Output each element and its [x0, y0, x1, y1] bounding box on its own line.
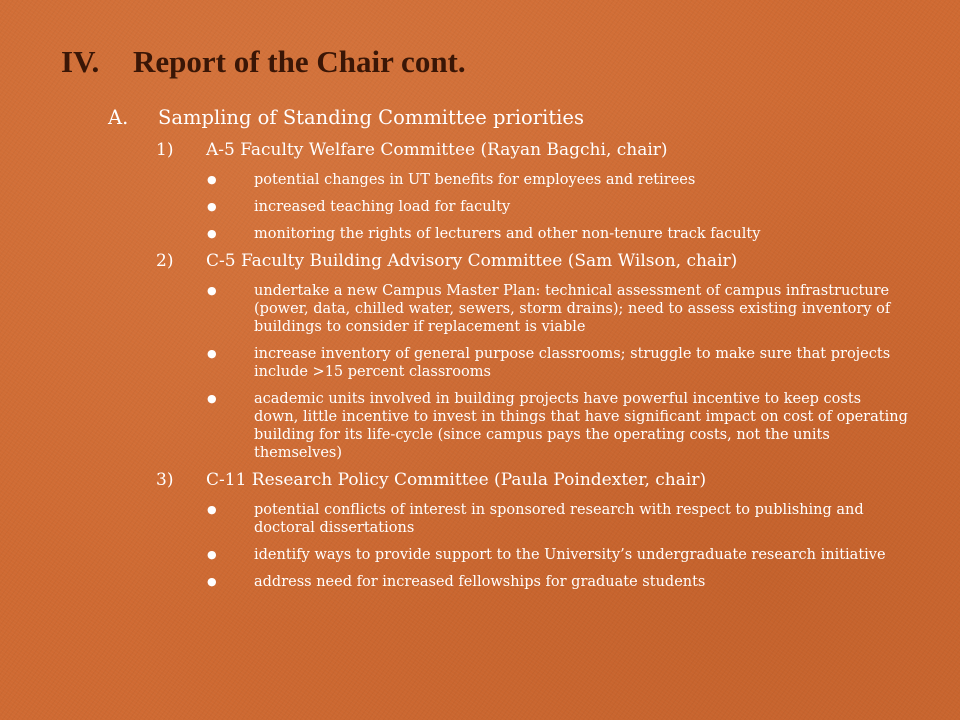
- title-text: Report of the Chair cont.: [133, 44, 466, 79]
- bullet-item: [207, 225, 909, 243]
- bullet-item: [207, 390, 909, 462]
- bullet-text: undertake a new Campus Master Plan: technical assessment of campus infrastructure (power, data, chilled water, sewers, storm drains); need to assess existing inventory of buildings to consider if replacement is viable: [254, 283, 891, 335]
- section-label: A.: [108, 106, 129, 129]
- bullet-list-building-advisory: [0, 282, 960, 462]
- bullet-icon: ●: [207, 227, 217, 240]
- slide-body: [0, 104, 960, 591]
- subsection-research-policy: [156, 468, 960, 492]
- bullet-text: potential conflicts of interest in sponsored research with respect to publishing and doctoral dissertations: [254, 502, 864, 536]
- subsection-heading: A-5 Faculty Welfare Committee (Rayan Bagchi, chair): [206, 140, 668, 160]
- bullet-icon: ●: [207, 503, 217, 516]
- bullet-icon: ●: [207, 392, 217, 405]
- subsection-label: 3): [156, 470, 174, 490]
- bullet-text: increased teaching load for faculty: [254, 199, 511, 215]
- subsection-building-advisory: [156, 249, 960, 273]
- bullet-icon: ●: [207, 173, 217, 186]
- bullet-text: potential changes in UT benefits for employees and retirees: [254, 172, 696, 188]
- subsection-heading: C-11 Research Policy Committee (Paula Poindexter, chair): [206, 470, 707, 490]
- slide-title: [61, 44, 466, 80]
- bullet-item: [207, 171, 909, 189]
- subsection-label: 2): [156, 251, 174, 271]
- bullet-item: [207, 282, 909, 336]
- bullet-text: academic units involved in building projects have powerful incentive to keep costs down, little incentive to invest in things that have significant impact on cost of operating building for its life-cycle (since campus pays the operating costs, not the units themselves): [254, 391, 908, 461]
- bullet-icon: ●: [207, 347, 217, 360]
- title-number: IV.: [61, 44, 100, 79]
- bullet-text: identify ways to provide support to the University’s undergraduate research initiative: [254, 547, 886, 563]
- bullet-item: [207, 546, 909, 564]
- section-a: [108, 104, 960, 132]
- bullet-text: monitoring the rights of lecturers and other non-tenure track faculty: [254, 226, 761, 242]
- bullet-item: [207, 345, 909, 381]
- bullet-item: [207, 198, 909, 216]
- section-heading: Sampling of Standing Committee priorities: [158, 106, 584, 129]
- bullet-icon: ●: [207, 284, 217, 297]
- bullet-item: [207, 501, 909, 537]
- bullet-list-faculty-welfare: [0, 171, 960, 243]
- bullet-icon: ●: [207, 200, 217, 213]
- bullet-text: address need for increased fellowships for graduate students: [254, 574, 706, 590]
- subsection-label: 1): [156, 140, 174, 160]
- bullet-icon: ●: [207, 548, 217, 561]
- subsection-heading: C-5 Faculty Building Advisory Committee (Sam Wilson, chair): [206, 251, 738, 271]
- bullet-item: [207, 573, 909, 591]
- bullet-text: increase inventory of general purpose classrooms; struggle to make sure that projects include >15 percent classrooms: [254, 346, 891, 380]
- subsection-faculty-welfare: [156, 138, 960, 162]
- bullet-icon: ●: [207, 575, 217, 588]
- bullet-list-research-policy: [0, 501, 960, 591]
